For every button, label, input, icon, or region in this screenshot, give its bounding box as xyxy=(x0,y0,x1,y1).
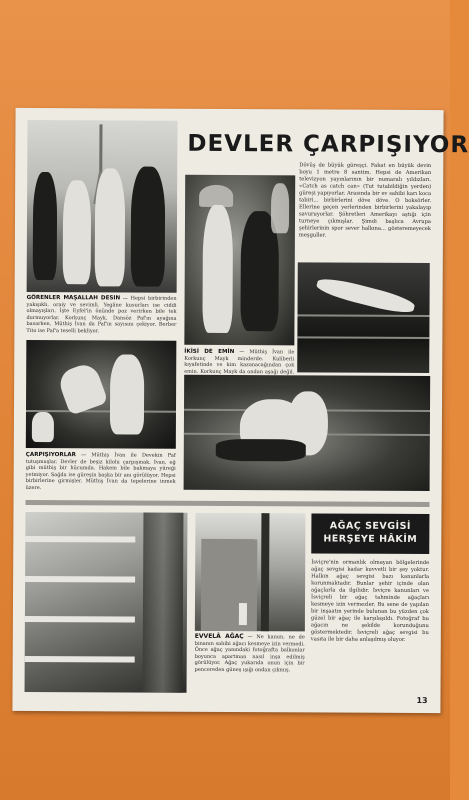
section-divider xyxy=(26,500,430,507)
caption-text: — Müthiş İvan ile Devekin Paf tutuşmuşlar. Devler de beşiz kilolu çarpışmak. İvan, eğ gibi müthiş bir hücumda. Hakem bile bakmaya yüreği yetmiyor. Sağda ise güreşin başka bir anı görülüyor. Hepsi birbirlerine girmişler. Müthiş İvan da tepelerine inmek üzere. xyxy=(25,452,176,491)
sidebar-headline-line-1: AĞAÇ SEVGİSİ xyxy=(329,520,412,532)
caption-text: — Müthiş İvan ile Korkunç Mayk minderde. Kuliberli kıyafetinde ve kim kazanacağından çok emin. Korkunç Mayk da ondan aşağı değil. xyxy=(184,349,295,376)
caption-title: GÖRENLER MAŞALLAH DESIN xyxy=(26,294,121,302)
caption-title: İKİSİ DE EMİN xyxy=(184,348,235,356)
tree-photo xyxy=(195,513,306,632)
wrestler-pile-photo xyxy=(184,375,431,491)
eiffel-tower-photo xyxy=(27,120,178,293)
caption-tree-first xyxy=(195,634,305,695)
apartment-building-photo xyxy=(25,512,188,693)
article-title: DEVLER ÇARPIŞIYOR xyxy=(187,130,469,159)
caption-both-confident xyxy=(184,349,294,374)
diving-wrestler-photo xyxy=(297,262,430,373)
sidebar-article-text: İsviçre'nin ormanlık olmayan bölgelerinde ağaç sevgisi kadar kuvvetli bir şey yoktur. Halkın ağaç sevgisi bazı kanunlarla korunmaktadır. Bunlar şehir içinde olan ağaçlarla da ilgilidir. İsviçre kanunları ve İsviçreli bir ağaç tahminde ağaçları kesmeye izin vermezler. Bu sene de yapılan bir inşaatın yerinde bulunan bu yüzden çok güzel bir ağaç ile karşılaşıldı. Fotoğraf bu ağacın ne şekilde korunduğunu göstermektedir. İsviçreli ağaç sevgisi bu vasıta ile bir daha anlaşılmış oluyor. xyxy=(310,559,430,643)
article-intro: Dövüş de büyük güreşçi. Fakat en büyük devin boyu 1 metre 8 santim. Hepsi de Amerikan televizyon yayınlarının bir numaralı yıldızları. «Catch as catch can» (Tut tutabildiğin yerden) güreşi yapıyorlar. Arasında bir ev sahibi karı koca tabiri... birbirlerini döve döve. O boksörler. Ellerine geçen yerlerinden birbirlerini yakalayıp savuruyorlar. Şöhretleri Amerikayı aştığı için turneye çıkmışlar. Şimdi başlıca Avrupa şehirlerinin spor sever halkına... gösteremeyecek meşguller. xyxy=(298,162,432,239)
caption-title: ÇARPIŞIYORLAR xyxy=(25,451,76,459)
caption-clashing xyxy=(26,452,176,497)
wrestlers-posing-photo xyxy=(184,175,295,346)
caption-eiffel xyxy=(26,295,176,338)
grappling-wrestlers-photo xyxy=(26,340,177,449)
sidebar-headline xyxy=(311,513,429,554)
magazine-page xyxy=(12,108,469,713)
caption-text: — Ne kanun, ne de binanın sahibi ağacı kesmeye izin vermedi. Önce ağaç yanındaki fotoğrafta balkonlar boyunca apartman nasıl inşa edilmiş görülüyor. Ağaç yukarıda onun için bir pencereden güneş ışığı ondan çıkmış. xyxy=(194,634,305,674)
page-number: 13 xyxy=(416,695,428,706)
sidebar-headline-line-2: HERŞEYE HÂKİM xyxy=(323,533,418,545)
caption-text: — Hepsi birbirinden yakışıklı, oraiy ve sevimli. Yegâne kusurları ise ciddi olmayışları. İşte Eyfel'in önünde poz verirken bile tek durmuyorlar. Korkunç Mayk, Dansöz Paf'ın ayağına basarken, Müthiş İvan da Paf'ın sayısını çekiyor. Berber Tito ise Paf'a teselli bekliyor. xyxy=(26,295,177,335)
caption-title: EVVELÂ AĞAÇ xyxy=(194,632,244,641)
